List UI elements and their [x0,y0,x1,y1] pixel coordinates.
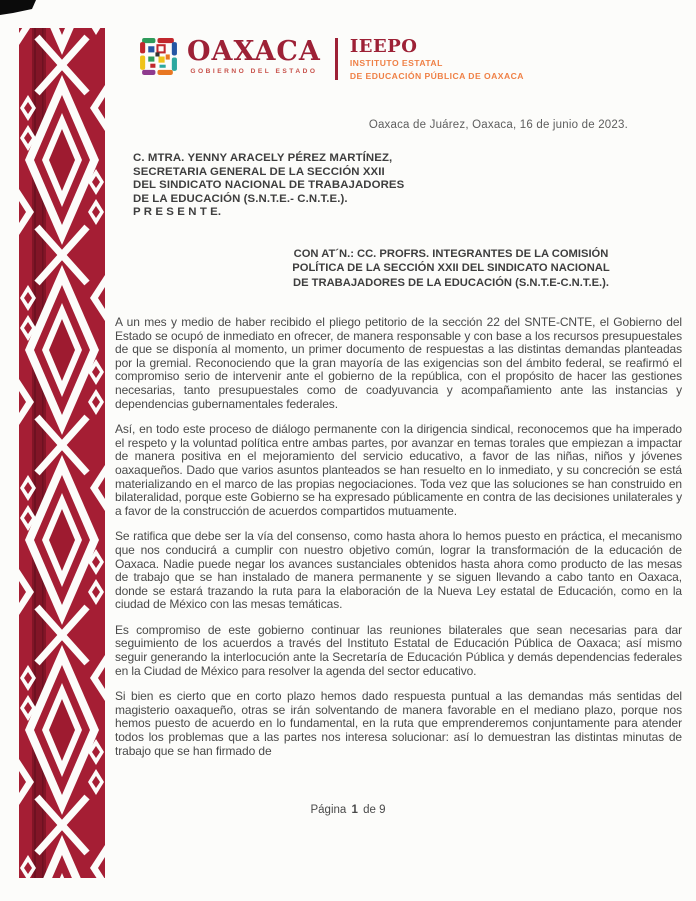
paragraph-1: A un mes y medio de haber recibido el pliego petitorio de la sección 22 del SNTE-CNTE, el Gobierno del Estado se ocupó de inmediato en ofrecer, de manera responsable y con base a los recursos presupuestales de que se disponía al momento, un primer documento de respuestas a las distintas demandas planteadas por la gremial. Reconociendo que la gran mayoría de las exigencias son del ámbito federal, se reafirmó el compromiso serio de intervenir ante el gobierno de la república, con el propósito de hacer las gestiones necesarias, tanto presupuestales como de coadyuvancia y acompañamiento ante las instancias y dependencias gubernamentales federales. [115,315,682,411]
letterhead [138,36,524,81]
org-name-line2: DE EDUCACIÓN PÚBLICA DE OAXACA [349,70,524,81]
recipient-block [133,152,404,220]
page-number [0,804,696,816]
paragraph-3: Se ratifica que debe ser la vía del consenso, como hasta ahora lo hemos puesto en práctica, el mecanismo que nos conducirá a cumplir con nuestro objetivo común, lograr la transformación de la educación de Oaxaca. Nadie puede negar los avances sustanciales obtenidos hasta ahora como producto de las mesas de trabajo que se han instalado de manera permanente y se siguen llevando a cabo tanto en Oaxaca, donde se estará trazando la ruta para la elaboración de la Nueva Ley estatal de Educación, como en la ciudad de México con las mesas temáticas. [115,529,682,612]
attention-line2: POLÍTICA DE LA SECCIÓN XXII DEL SINDICATO NACIONAL [292,262,610,275]
paragraph-2: Así, en todo este proceso de diálogo permanente con la dirigencia sindical, reconocemos que ha imperado el respeto y la voluntad política entre ambas partes, por avanzar en temas torales que empiezan a impactar de manera positiva en el mejoramiento del servicio educativo, a favor de las niñas, niños y jóvenes oaxaqueños. Dado que varios asuntos planteados se han resuelto en lo inmediato, y su concreción se está materializando en el marco de las propias negociaciones. Toda vez que las soluciones se han construido en bilateralidad, porque este Gobierno se ha expresado públicamente en contra de las decisiones unilaterales y a favor de la construcción de acuerdos compartidos mutuamente. [115,422,682,518]
recipient-title-line1: SECRETARIA GENERAL DE LA SECCIÓN XXII [133,165,385,178]
attention-block [234,247,668,290]
scan-artifact-mark [0,0,40,18]
attention-line1: CON AT´N.: CC. PROFRS. INTEGRANTES DE LA COMISIÓN [293,248,609,260]
zapotec-diamond-border-pattern [19,28,105,878]
paragraph-5: Si bien es cierto que en corto plazo hemos dado respuesta puntual a las demandas más sentidas del magisterio oaxaqueño, otras se irán solventando de manera favorable en el mediano plazo, porque nos hemos puesto de acuerdo en lo fundamental, en la ruta que emprenderemos conjuntamente para atender todos los problemas que a las partes nos interesa solucionar: así lo demuestran las distintas minutas de trabajo que se han firmado de [115,689,682,758]
org-acronym: IEEPO [349,36,418,57]
brand-tagline: GOBIERNO DEL ESTADO [190,68,318,75]
recipient-name: C. MTRA. YENNY ARACELY PÉREZ MARTÍNEZ, [133,152,393,164]
page-total: de 9 [363,804,386,816]
header-divider [335,38,338,80]
current-page: 1 [351,804,358,816]
oaxaca-state-emblem-icon [138,36,179,77]
brand-wordmark: OAXACA [187,36,321,67]
letter-body [115,316,682,770]
recipient-title-line3: DE LA EDUCACIÓN (S.N.T.E.- C.N.T.E.). [133,192,348,205]
recipient-presente: P R E S E N T E. [133,206,222,219]
recipient-title-line2: DEL SINDICATO NACIONAL DE TRABAJADORES [133,179,405,192]
paragraph-4: Es compromiso de este gobierno continuar las reuniones bilaterales que sean necesarias para dar seguimiento de los acuerdos a través del Instituto Estatal de Educación Pública de Oaxaca; así mismo seguir generando la interlocución ante la Secretaría de Educación Pública y demás dependencias federales en la Ciudad de México para resolver la agenda del sector educativo. [115,622,682,678]
org-name-line1: INSTITUTO ESTATAL [349,58,443,68]
attention-line3: DE TRABAJADORES DE LA EDUCACIÓN (S.N.T.E-C.N.T.E.). [293,276,609,289]
date-line: Oaxaca de Juárez, Oaxaca, 16 de junio de 2023. [368,119,628,131]
page-label: Página [310,804,347,816]
